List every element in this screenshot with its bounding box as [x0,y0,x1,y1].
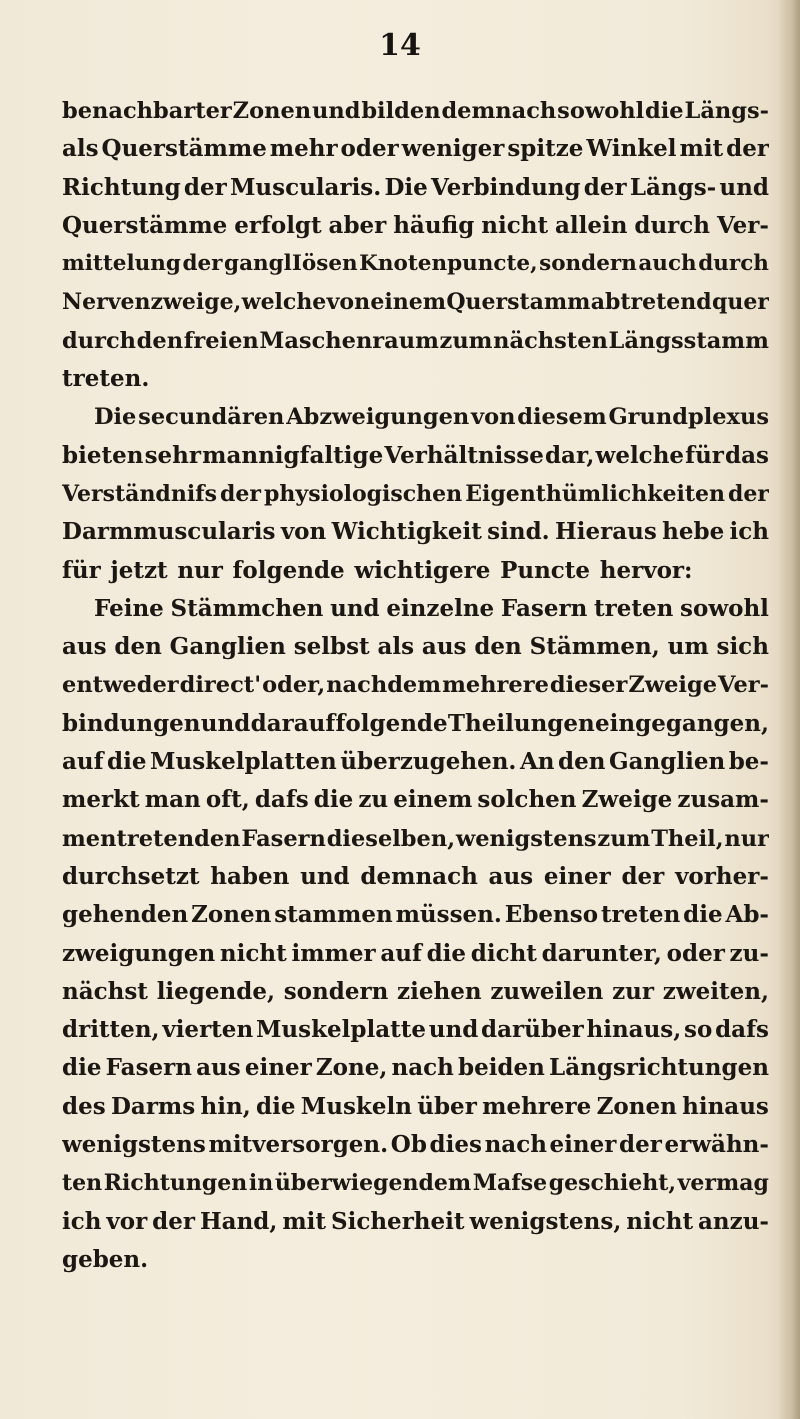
text-line: durch den freien Maschenraum zum nächsten Längsstamm [62,327,769,354]
text-line: mentretenden Fasern dieselben, wenigstens zum Theil, nur [62,825,769,852]
text-line: entweder direct' oder, nachdem mehrere dieser Zweige Ver- [62,672,769,699]
text-line: durchsetzt haben und demnach aus einer der vorher- [62,862,769,890]
text-line: ten Richtungen in überwiegendem Mafse geschieht, vermag [62,1170,769,1197]
text-line: für jetzt nur folgende wichtigere Puncte hervor: [62,556,693,584]
page-edge-shadow [778,0,800,1419]
text-line: auf die Muskelplatten überzugehen. An den Ganglien be- [62,748,769,776]
text-line: die Fasern aus einer Zone, nach beiden Längsrichtungen [62,1054,769,1082]
text-line: des Darms hin, die Muskeln über mehrere Zonen hinaus [62,1092,769,1120]
page-number: 14 [379,28,421,63]
text-line: Die secundären Abzweigungen von diesem Grundplexus [94,404,769,431]
text-line: Darmmuscularis von Wichtigkeit sind. Hieraus hebe ich [62,518,769,546]
text-line: geben. [62,1245,149,1273]
text-line: benachbarter Zonen und bilden demnach sowohl die Längs- [62,98,769,124]
text-line: treten. [62,365,150,393]
text-line: dritten, vierten Muskelplatte und darüber hinaus, so dafs [62,1016,769,1044]
text-line: wenigstens mitversorgen. Ob dies nach einer der erwähn- [62,1131,769,1159]
text-line: Nervenzweige, welche von einem Querstamm abtretend quer [62,289,769,316]
text-line: Richtung der Muscularis. Die Verbindung der Längs- und [62,173,769,201]
text-line: zweigungen nicht immer auf die dicht darunter, oder zu- [62,939,769,967]
text-line: als Querstämme mehr oder weniger spitze Winkel mit der [62,135,769,163]
text-line: aus den Ganglien selbst als aus den Stämmen, um sich [62,633,769,661]
text-line: bieten sehr mannigfaltige Verhältnisse dar, welche für das [62,441,769,469]
text-line: Querstämme erfolgt aber häufig nicht allein durch Ver- [62,211,769,239]
text-line: bindungen und darauf folgende Theilungen eingegangen, [62,709,769,737]
body-text [62,92,769,1279]
text-line: Verständnifs der physiologischen Eigenthümlichkeiten der [62,480,769,507]
text-line: merkt man oft, dafs die zu einem solchen Zweige zusam- [62,786,769,814]
text-line: ich vor der Hand, mit Sicherheit wenigstens, nicht anzu- [62,1207,769,1235]
text-line: mittelung der ganglIösen Knotenpuncte, sondern auch durch [62,251,769,277]
text-line: nächst liegende, sondern ziehen zuweilen zur zweiten, [62,977,769,1005]
text-line: gehenden Zonen stammen müssen. Ebenso treten die Ab- [62,901,769,929]
text-line: Feine Stämmchen und einzelne Fasern treten sowohl [94,594,769,622]
